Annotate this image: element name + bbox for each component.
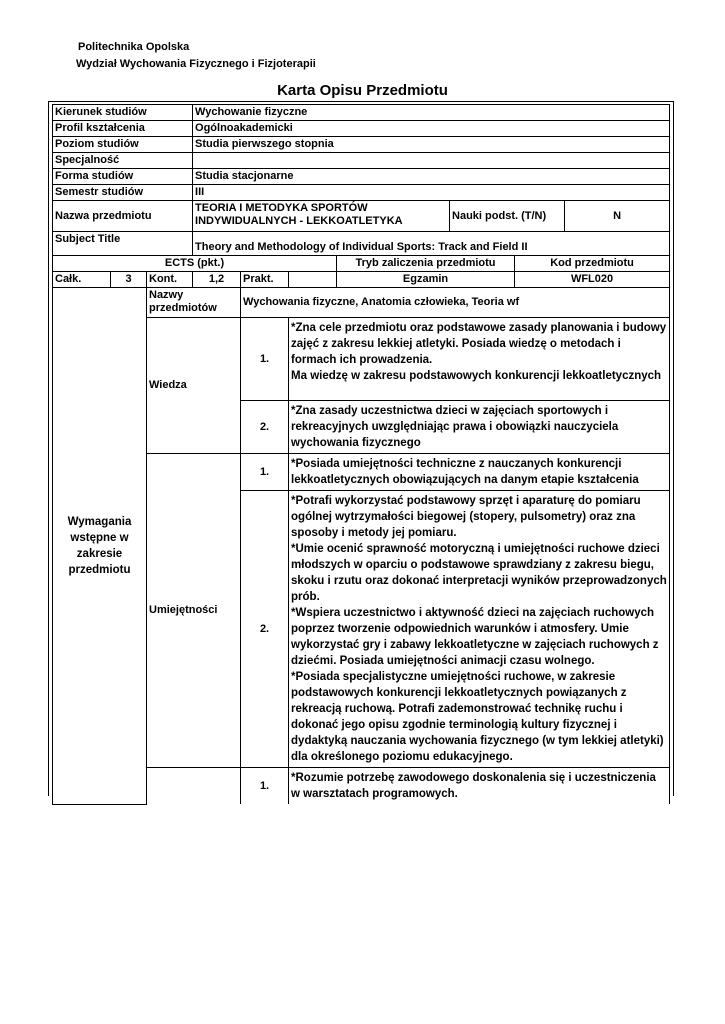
row-ects-values [53, 272, 670, 288]
nauki-label: Nauki podst. (T/N) [450, 201, 565, 232]
umiej-1-text: *Posiada umiejętności techniczne z nauczanych konkurencji lekkoatletycznych obowiązujących na danym etapie kształcenia [289, 454, 670, 491]
row-forma [53, 169, 670, 185]
university-name: Politechnika Opolska [78, 41, 190, 53]
row-nazwa [53, 201, 670, 232]
document-title: Karta Opisu Przedmiotu [277, 82, 448, 99]
wiedza-1-text-a: *Zna cele przedmiotu oraz podstawowe zasady planowania i budowy zajęć z zakresu lekkiej atletyki. Posiada wiedzę o metodach i formach ich prowadzenia. [291, 322, 667, 366]
kierunek-value: Wychowanie fizyczne [193, 105, 670, 121]
nazwa-label: Nazwa przedmiotu [53, 201, 193, 232]
row-kierunek [53, 105, 670, 121]
nazwy-value: Wychowania fizyczne, Anatomia człowieka, Teoria wf [241, 288, 670, 318]
calk-label: Całk. [53, 272, 111, 288]
wiedza-1-number: 1. [241, 318, 289, 401]
row-profil [53, 121, 670, 137]
nazwa-value [193, 201, 450, 232]
wiedza-2-number: 2. [241, 401, 289, 454]
row-subject [53, 232, 670, 256]
nazwa-value-line1: TEORIA I METODYKA SPORTÓW [195, 202, 368, 214]
kod-header: Kod przedmiotu [515, 256, 670, 272]
nazwy-label: Nazwy przedmiotów [147, 288, 241, 318]
kompetencje-label [147, 768, 241, 805]
profil-value: Ogólnoakademicki [193, 121, 670, 137]
wiedza-1-text [289, 318, 670, 401]
kierunek-label: Kierunek studiów [53, 105, 193, 121]
forma-value: Studia stacjonarne [193, 169, 670, 185]
row-nazwy [53, 288, 670, 318]
umiejetnosci-label: Umiejętności [147, 454, 241, 768]
prakt-label: Prakt. [241, 272, 289, 288]
umiej-2-text-a: *Potrafi wykorzystać podstawowy sprzęt i aparaturę do pomiaru ogólnej wytrzymałości biegowej (stopery, pulsometry) oraz zna sposoby i metody jej pomiaru. [291, 495, 641, 539]
umiej-2-number: 2. [241, 491, 289, 768]
subject-value: Theory and Methodology of Individual Sports: Track and Field II [193, 232, 670, 256]
profil-label: Profil kształcenia [53, 121, 193, 137]
row-poziom [53, 137, 670, 153]
umiej-2-text-c: *Wspiera uczestnictwo i aktywność dzieci na zajęciach ruchowych poprzez tworzenie odpowiednich warunków i atmosfery. Umie wykorzystać gry i zabawy lekkoatletyczne w zajęciach ruchowych z dziećmi. Posiada umiejętności animacji czasu wolnego. [291, 607, 659, 667]
requirements-label: Wymagania wstępne w zakresie przedmiotu [53, 288, 147, 805]
kod-value: WFL020 [515, 272, 670, 288]
specjalnosc-value [193, 153, 670, 169]
course-card-table [52, 104, 670, 805]
subject-label: Subject Title [53, 232, 193, 256]
row-semestr [53, 185, 670, 201]
specjalnosc-label: Specjalność [53, 153, 193, 169]
faculty-name: Wydział Wychowania Fizycznego i Fizjoterapii [76, 58, 316, 70]
forma-label: Forma studiów [53, 169, 193, 185]
nazwa-value-line2: INDYWIDUALNYCH - LEKKOATLETYKA [195, 215, 403, 227]
ects-header: ECTS (pkt.) [53, 256, 337, 272]
row-specjalnosc [53, 153, 670, 169]
wiedza-1-text-b: Ma wiedzę w zakresu podstawowych konkurencji lekkoatletycznych [291, 370, 662, 382]
tryb-value: Egzamin [337, 272, 515, 288]
kont-label: Kont. [147, 272, 193, 288]
tryb-header: Tryb zaliczenia przedmiotu [337, 256, 515, 272]
wiedza-2-text: *Zna zasady uczestnictwa dzieci w zajęciach sportowych i rekreacyjnych uwzględniając prawa i obowiązki nauczyciela wychowania fizycznego [289, 401, 670, 454]
umiej-1-number: 1. [241, 454, 289, 491]
calk-value: 3 [111, 272, 147, 288]
row-ects-header [53, 256, 670, 272]
nauki-value: N [565, 201, 670, 232]
komp-1-text: *Rozumie potrzebę zawodowego doskonalenia się i uczestniczenia w warsztatach programowych. [289, 768, 670, 805]
poziom-label: Poziom studiów [53, 137, 193, 153]
komp-1-number: 1. [241, 768, 289, 805]
kont-value: 1,2 [193, 272, 241, 288]
poziom-value: Studia pierwszego stopnia [193, 137, 670, 153]
wiedza-label: Wiedza [147, 318, 241, 454]
umiej-2-text [289, 491, 670, 768]
semestr-value: III [193, 185, 670, 201]
umiej-2-text-b: *Umie ocenić sprawność motoryczną i umiejętności ruchowe dzieci młodszych w oparciu o podstawowe sprawdziany z zakresu biegu, skoku i rzutu oraz dokonać interpretacji wyników przeprowadzonych prób. [291, 543, 667, 603]
umiej-2-text-d: *Posiada specjalistyczne umiejętności ruchowe, w zakresie podstawowych konkurencji lekkoatletycznych powiązanych z rekreacją ruchową. Potrafi zademonstrować technikę ruchu i dokonać jego opisu zgodnie terminologią kultury fizycznej i dydaktyką nauczania wychowania fizycznego (w tym lekkiej atletyki) dla określonego poziomu edukacyjnego. [291, 671, 664, 763]
semestr-label: Semestr studiów [53, 185, 193, 201]
prakt-value [289, 272, 337, 288]
